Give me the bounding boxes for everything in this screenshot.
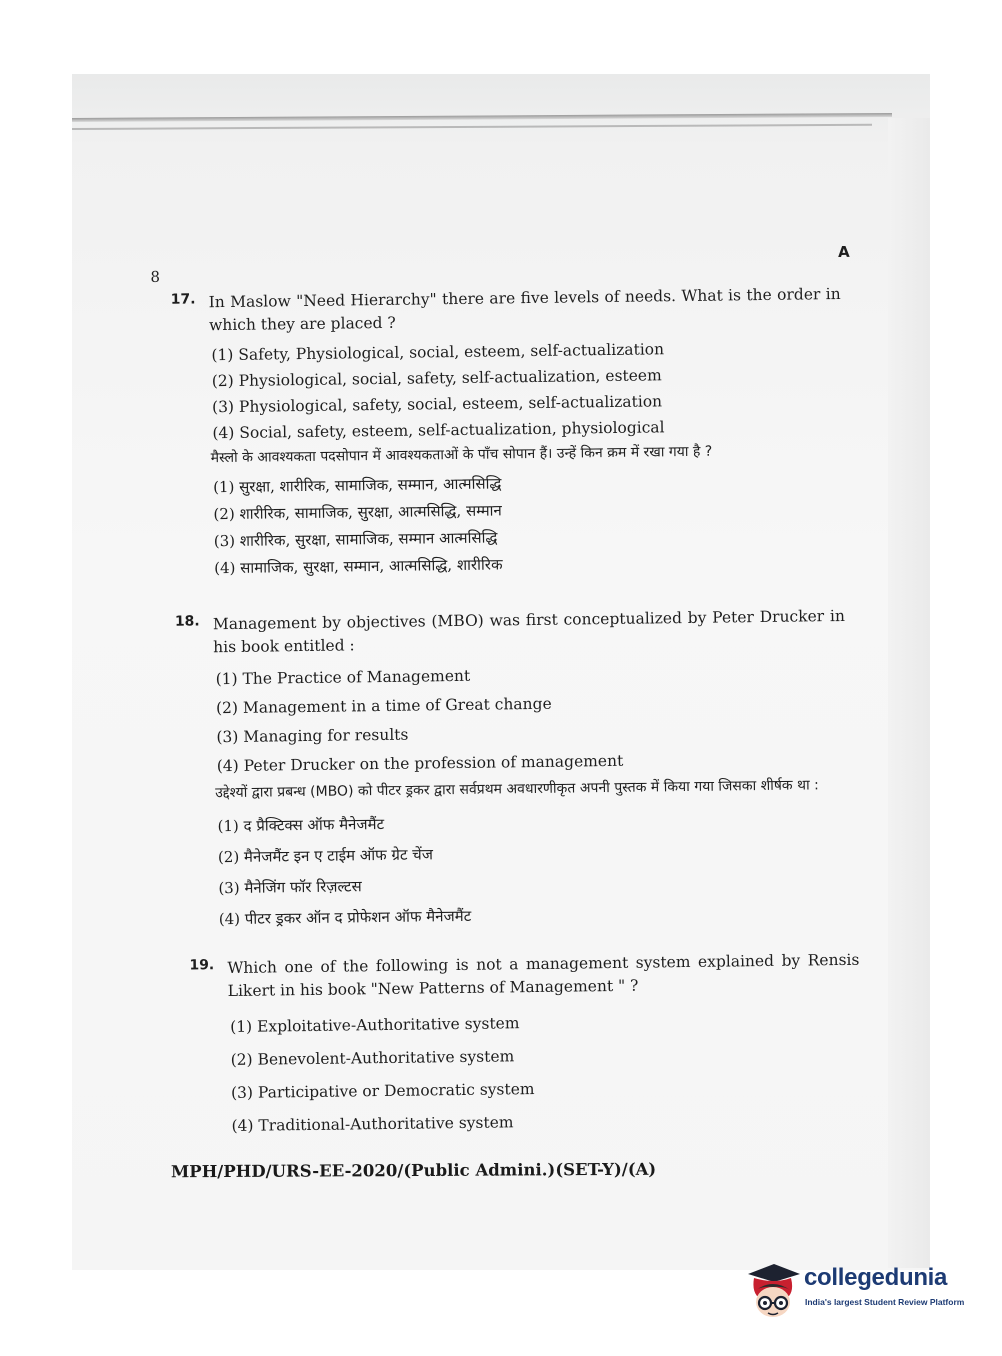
logo-name: collegedunia xyxy=(804,1264,948,1291)
hindi-option-1: (1) द प्रैक्टिक्स ऑफ मैनेजमैंट xyxy=(217,814,385,836)
options-list xyxy=(211,334,842,446)
options-list xyxy=(230,1003,862,1143)
question-number: 17. xyxy=(170,291,196,308)
hindi-option-3: (3) मैनेजिंग फॉर रिज़ल्टस xyxy=(218,877,362,898)
option-3: (3) Participative or Democratic system xyxy=(230,1080,535,1103)
paper-code-footer: MPH/PHD/URS-EE-2020/(Public Admini.)(SET-Y)/(A) xyxy=(170,1159,657,1182)
question-17 xyxy=(171,283,845,583)
hindi-option-1: (1) सुरक्षा, शारीरिक, सामाजिक, सम्मान, आत्मसिद्धि xyxy=(213,474,502,497)
mascot-icon xyxy=(744,1260,802,1322)
hindi-question-text: मैस्लो के आवश्यकता पदसोपान में आवश्यकताओं के पाँच सोपान हैं। उन्हें किन क्रम में रखा गया है ? xyxy=(210,443,713,467)
hindi-option-2: (2) शारीरिक, सामाजिक, सुरक्षा, आत्मसिद्धि, सम्मान xyxy=(213,501,502,524)
question-number: 18. xyxy=(174,613,200,630)
hindi-option-3: (3) शारीरिक, सुरक्षा, सामाजिक, सम्मान आत्मसिद्धि xyxy=(213,528,498,551)
question-18 xyxy=(175,605,849,936)
question-19 xyxy=(189,949,861,1144)
question-text: Management by objectives (MBO) was first conceptualized by Peter Drucker in his book entitled : xyxy=(212,606,845,657)
option-1: (1) Exploitative-Authoritative system xyxy=(230,1014,520,1037)
option-1: (1) Safety, Physiological, social, esteem, self-actualization xyxy=(211,340,665,365)
question-number: 19. xyxy=(189,957,215,974)
set-letter: A xyxy=(837,242,850,261)
hindi-options-list xyxy=(217,803,849,935)
option-2: (2) Benevolent-Authoritative system xyxy=(230,1047,515,1070)
option-4: (4) Traditional-Authoritative system xyxy=(231,1113,514,1136)
question-text: Which one of the following is not a management system explained by Rensis Likert in his book "New Patterns of Management " ? xyxy=(227,950,860,1001)
page-number: 8 xyxy=(150,267,161,286)
option-3: (3) Physiological, safety, social, esteem, self-actualization xyxy=(211,392,663,417)
option-2: (2) Management in a time of Great change xyxy=(215,694,552,718)
option-4: (4) Social, safety, esteem, self-actualization, physiological xyxy=(212,418,665,443)
logo-tagline: India's largest Student Review Platform xyxy=(805,1297,965,1307)
collegedunia-logo[interactable] xyxy=(744,1260,974,1322)
hindi-option-2: (2) मैनेजमैंट इन ए टाईम ऑफ ग्रेट चेंज xyxy=(217,845,434,867)
option-3: (3) Managing for results xyxy=(216,725,409,747)
option-1: (1) The Practice of Management xyxy=(215,666,471,689)
option-4: (4) Peter Drucker on the profession of management xyxy=(216,751,624,776)
hindi-option-4: (4) पीटर ड्रकर ऑन द प्रोफेशन ऑफ मैनेजमैंट xyxy=(218,906,472,929)
question-text: In Maslow "Need Hierarchy" there are five levels of needs. What is the order in which they are placed ? xyxy=(208,284,841,335)
options-list xyxy=(215,657,846,781)
page-right-edge xyxy=(888,118,930,1268)
hindi-option-4: (4) सामाजिक, सुरक्षा, सम्मान, आत्मसिद्धि, शारीरिक xyxy=(214,555,503,578)
hindi-options-list xyxy=(213,466,844,582)
option-2: (2) Physiological, social, safety, self-actualization, esteem xyxy=(211,366,662,391)
hindi-question-text: उद्देश्यों द्वारा प्रबन्ध (MBO) को पीटर ड्रकर द्वारा सर्वप्रथम अवधारणीकृत अपनी पुस्तक में किया गया जिसका शीर्षक था : xyxy=(215,777,819,802)
